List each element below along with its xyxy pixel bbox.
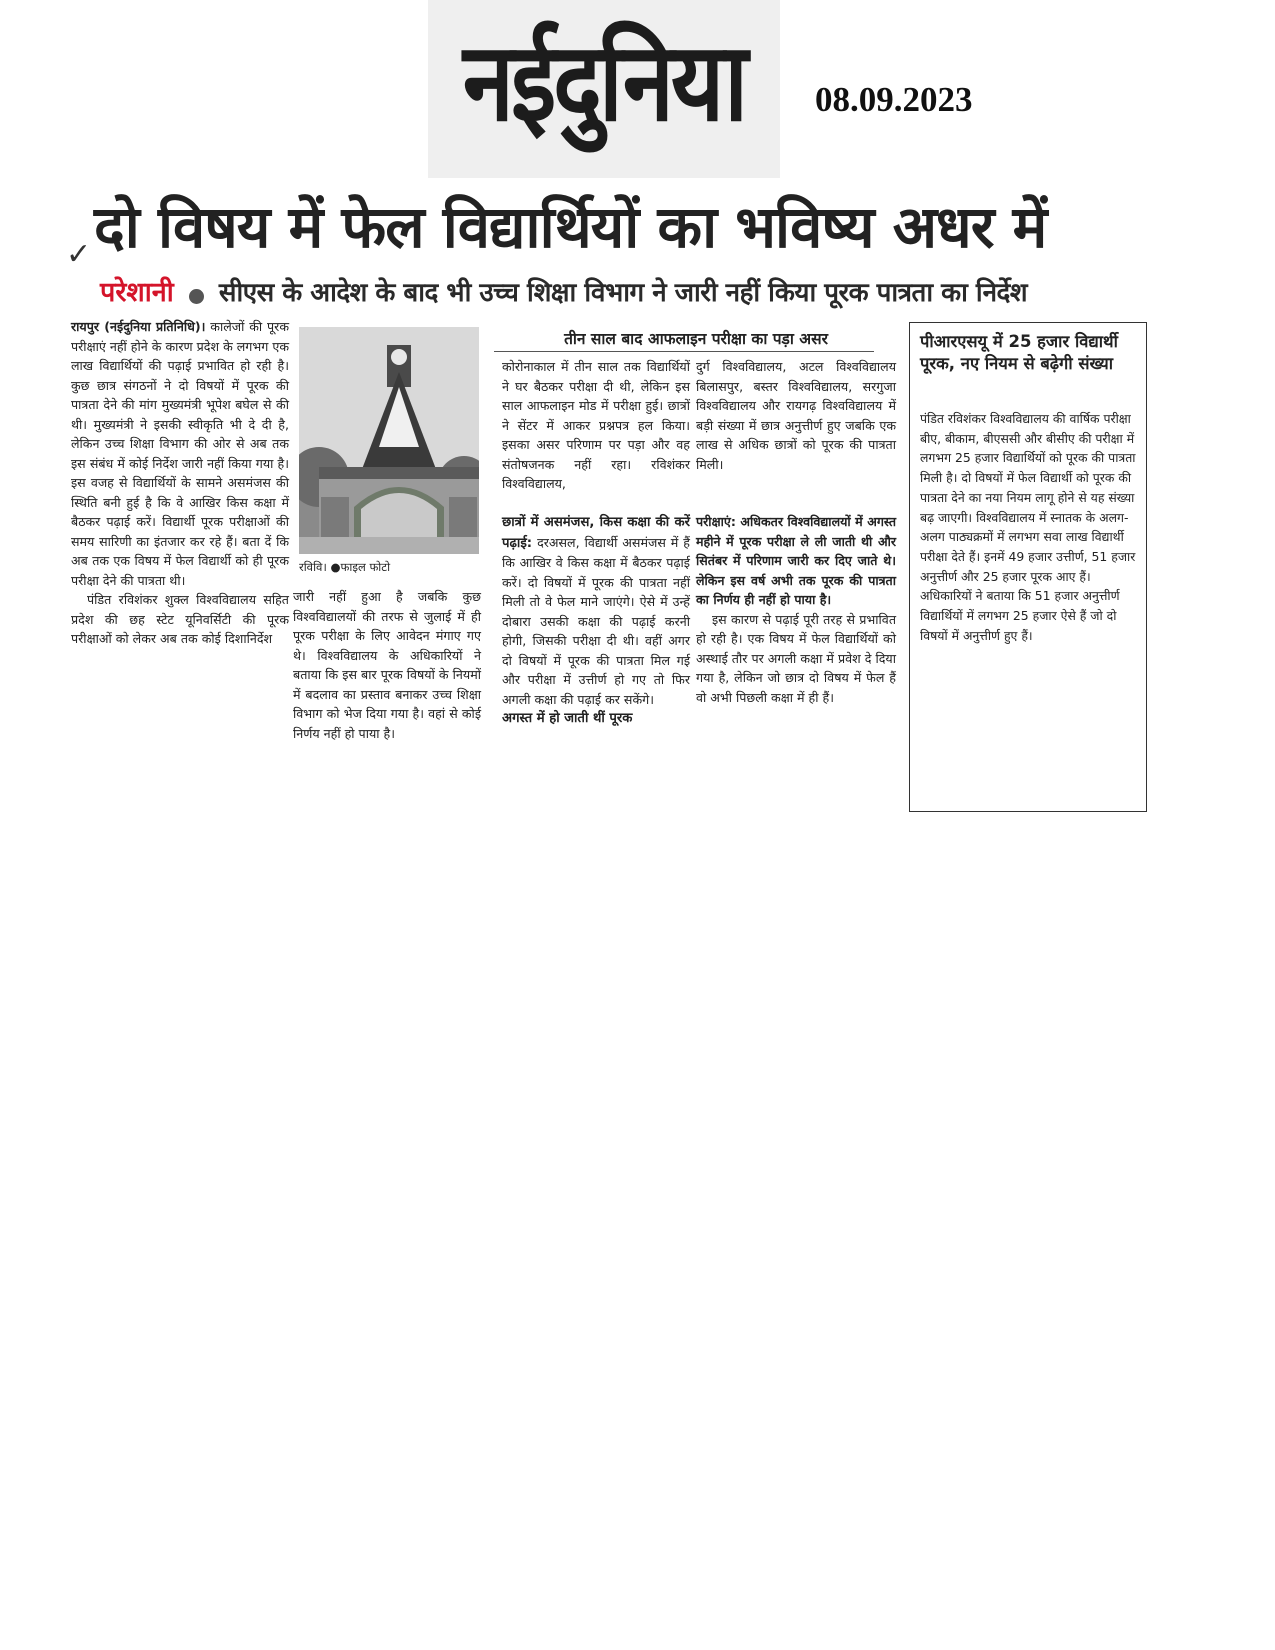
sidebar-box: [909, 322, 1147, 812]
article-column-1: [71, 317, 289, 649]
paragraph: कालेजों की पूरक परीक्षाएं नहीं होने के कारण प्रदेश के लगभग एक लाख विद्यार्थियों की पढ़ाई प्रभावित हो रही है। कुछ छात्र संगठनों ने दो विषयों में पूरक की पात्रता देने की मांग मुख्यमंत्री भूपेश बघेल से की थी। मुख्यमंत्री ने इसकी स्वीकृति भी दे दी है, लेकिन उच्च शिक्षा विभाग की ओर से अब तक इस संबंध में कोई निर्देश जारी नहीं किया गया है। इस वजह से विद्यार्थियों के सामने असमंजस की स्थिति बनी हुई है कि वे आखिर किस कक्षा में बैठकर पढ़ाई करें। विद्यार्थी पूरक परीक्षाओं की समय सारिणी का इंतजार कर रहे हैं। बता दें कि अब तक एक विषय में फेल विद्यार्थी को ही पूरक परीक्षा देने की पात्रता थी।: [71, 319, 290, 588]
divider: [494, 351, 874, 352]
paragraph: कोरोनाकाल में तीन साल तक विद्यार्थियों ने घर बैठकर परीक्षा दी थी, लेकिन इस साल आफलाइन मोड में परीक्षा हुई। छात्रों ने सेंटर में आकर प्रश्नपत्र हल किया। इसका असर परिणाम पर पड़ा और वह संतोषजनक नहीं रहा। रविशंकर विश्वविद्यालय,: [502, 359, 690, 491]
masthead-logo-text: नईदुनिया: [462, 19, 746, 146]
article-column-4: [696, 512, 896, 707]
sidebar-body: पंडित रविशंकर विश्वविद्यालय की वार्षिक परीक्षा बीए, बीकाम, बीएससी और बीसीए की परीक्षा में लगभग 25 हजार विद्यार्थियों को पूरक की पात्रता मिली है। दो विषयों में फेल विद्यार्थी को पूरक की पात्रता देने का नया नियम लागू होने से यह संख्या बढ़ जाएगी। विश्वविद्यालय में स्नातक के अलग-अलग पाठ्यक्रमों में लगभग सवा लाख विद्यार्थी परीक्षा देते हैं। इनमें 49 हजार उत्तीर्ण, 51 हजार अनुत्तीर्ण और 25 हजार पूरक आए हैं। अधिकारियों ने बताया कि 51 हजार अनुत्तीर्ण विद्यार्थियों में लगभग 25 हजार ऐसे हैं जो दो विषयों में अनुत्तीर्ण हुए हैं।: [920, 411, 1136, 643]
paragraph: इस कारण से पढ़ाई पूरी तरह से प्रभावित हो रही है। एक विषय में फेल विद्यार्थियों को अस्थाई तौर पर अगली कक्षा में प्रवेश दे दिया गया है, लेकिन जो छात्र दो विषय में फेल हैं वो अभी पिछली कक्षा में ही हैं।: [696, 611, 896, 705]
sidebar-title: पीआरएसयू में 25 हजार विद्यार्थी पूरक, नए नियम से बढ़ेगी संख्या: [920, 332, 1118, 373]
article-column-3: [502, 512, 690, 729]
paragraph: दुर्ग विश्वविद्यालय, अटल विश्वविद्यालय बिलासपुर, बस्तर विश्वविद्यालय, सरगुजा विश्वविद्यालय और रायगढ़ विश्वविद्यालय में बड़ी संख्या में छात्र अनुत्तीर्ण हुए जबकि एक लाख से अधिक छात्रों को पूरक की पात्रता मिली।: [696, 359, 896, 472]
pen-tick-mark: ✓: [66, 237, 92, 272]
crosshead: अगस्त में हो जाती थीं पूरक: [502, 711, 633, 726]
subhead-text: सीएस के आदेश के बाद भी उच्च शिक्षा विभाग ने जारी नहीं किया पूरक पात्रता का निर्देश: [218, 278, 1028, 308]
dateline: रायपुर (नईदुनिया प्रतिनिधि)।: [71, 319, 206, 334]
paragraph: दरअसल, विद्यार्थी असमंजस में हैं कि आखिर वे किस कक्षा में बैठकर पढ़ाई करें। दो विषयों में पूरक की पात्रता नहीं मिली तो वे फेल माने जाएंगे। ऐसे में उन्हें दोबारा उसकी कक्षा की पढ़ाई करनी होगी, जिसकी परीक्षा दी थी। वहीं अगर दो विषयों में पूरक की पात्रता मिल गई और परीक्षा में उत्तीर्ण हो गए तो फिर अगली कक्षा की पढ़ाई कर सकेंगे।: [502, 534, 690, 707]
photo-caption: रविवि। ●फाइल फोटो: [299, 560, 391, 574]
bullet-icon: [189, 289, 204, 304]
paragraph: जारी नहीं हुआ है जबकि कुछ विश्वविद्यालयों की तरफ से जुलाई में ही पूरक परीक्षा के लिए आवेदन मंगाए गए थे। विश्वविद्यालय के अधिकारियों ने बताया कि इस बार पूरक विषयों के नियमों में बदलाव का प्रस्ताव बनाकर उच्च शिक्षा विभाग को भेज दिया गया है। वहां से कोई निर्णय नहीं हो पाया है।: [293, 589, 481, 741]
subhead-label: परेशानी: [100, 277, 174, 308]
article-column-2: [293, 587, 481, 743]
section-heading: तीन साल बाद आफलाइन परीक्षा का पड़ा असर: [564, 330, 828, 348]
university-gate-photo: [299, 327, 479, 554]
subheadline: [100, 272, 1140, 316]
newspaper-masthead: [428, 0, 780, 178]
mid-column-left: [502, 357, 690, 494]
publication-date: 08.09.2023: [815, 80, 973, 119]
news-clipping: [66, 187, 1148, 813]
headline: दो विषय में फेल विद्यार्थियों का भविष्य अधर में: [94, 193, 1047, 261]
gate-illustration: [299, 327, 479, 554]
mid-column-right: [696, 357, 896, 474]
paragraph: पंडित रविशंकर शुक्ल विश्वविद्यालय सहित प्रदेश की छह स्टेट यूनिवर्सिटी की पूरक परीक्षाओं को लेकर अब तक कोई दिशानिर्देश: [71, 592, 289, 646]
crosshead: छात्रों में असमंजस, किस कक्षा की करें पढ़ाई:: [502, 515, 690, 551]
paragraph: परीक्षाएं: अधिकतर विश्वविद्यालयों में अगस्त महीने में पूरक परीक्षा ले ली जाती थी और सितंबर में परिणाम जारी कर दिए जाते थे। लेकिन इस वर्ष अभी तक पूरक की पात्रता का निर्णय ही नहीं हो पाया है।: [696, 514, 896, 607]
